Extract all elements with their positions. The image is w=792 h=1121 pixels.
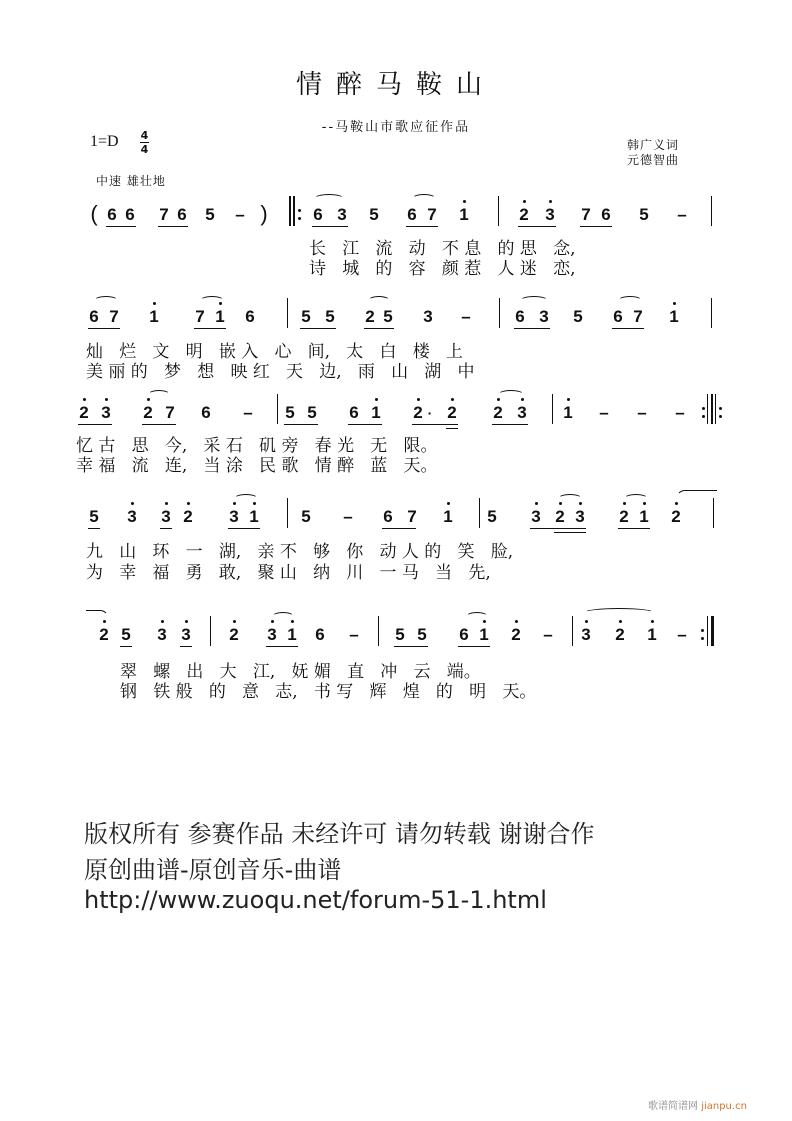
note: 5 xyxy=(395,625,405,644)
dash: – xyxy=(599,403,609,422)
barline xyxy=(277,394,278,424)
note-high: 1 xyxy=(456,205,472,225)
note: 7 xyxy=(109,307,119,326)
watermark-cn: 歌谱简谱网 xyxy=(648,1101,698,1112)
source-url[interactable]: http://www.zuoqu.net/forum-51-1.html xyxy=(84,886,547,914)
slur xyxy=(368,296,390,305)
double-underline xyxy=(554,532,586,533)
dash: – xyxy=(637,403,647,422)
note: 5 xyxy=(639,205,649,224)
note-high: 3 xyxy=(154,625,170,645)
note-high: 1 xyxy=(212,307,228,327)
dash: – xyxy=(677,625,687,644)
slur xyxy=(412,194,436,203)
key-signature: 1=D xyxy=(90,133,119,150)
note: 5 xyxy=(301,307,311,326)
note: 5 xyxy=(89,507,99,526)
note: 7 xyxy=(165,403,175,422)
repeat-start-thin xyxy=(293,196,295,226)
note: 5 xyxy=(307,403,317,422)
underline xyxy=(88,328,120,329)
underline xyxy=(158,226,188,227)
time-signature-bottom: 4 xyxy=(140,143,149,156)
repeat-start-dots xyxy=(719,402,722,422)
tempo-marking: 中速 雄壮地 xyxy=(96,174,166,188)
underline xyxy=(194,328,226,329)
note: 6 xyxy=(459,625,469,644)
credits xyxy=(627,138,679,168)
underline xyxy=(228,528,260,529)
underline xyxy=(406,226,438,227)
dash: – xyxy=(675,403,685,422)
underline xyxy=(312,226,348,227)
note-high: 1 xyxy=(644,625,660,645)
underline xyxy=(458,646,490,647)
repeat-barline-thin xyxy=(707,394,708,424)
barline xyxy=(498,196,499,226)
note-high: 1 xyxy=(476,625,492,645)
note-high: 1 xyxy=(636,507,652,527)
slur xyxy=(148,390,170,399)
note: 6 xyxy=(107,205,117,224)
tie-continued xyxy=(86,610,109,619)
underline xyxy=(120,646,132,647)
underline xyxy=(412,424,458,425)
note-high: 2 xyxy=(226,625,242,645)
underline xyxy=(514,328,550,329)
lyrics-verse-2: 为 幸 福 勇 敢, 聚 山 纳 川 一 马 当 先, xyxy=(86,563,491,583)
time-signature xyxy=(140,130,149,155)
note-high: 2 xyxy=(490,403,506,423)
composer: 元德智曲 xyxy=(627,153,680,167)
underline xyxy=(180,646,192,647)
underline xyxy=(266,646,298,647)
repeat-end-dots xyxy=(701,624,704,644)
note-high: 1 xyxy=(368,403,384,423)
dash: – xyxy=(349,625,359,644)
copyright-notice: 版权所有 参赛作品 未经许可 请勿转载 谢谢合作 xyxy=(84,820,595,848)
lyricist: 韩广义词 xyxy=(627,138,680,152)
underline xyxy=(300,328,336,329)
barline xyxy=(499,298,500,328)
note: 6 xyxy=(349,403,359,422)
lyrics-verse-1: 长 江 流 动 不 息 的 思 念, xyxy=(309,239,576,259)
note: 7 xyxy=(581,205,591,224)
lyrics-verse-2: 钢 铁 般 的 意 志, 书 写 辉 煌 的 明 天。 xyxy=(120,682,537,702)
barline xyxy=(552,394,553,424)
watermark-en: jianpu.cn xyxy=(701,1101,747,1112)
note-high: 3 xyxy=(514,403,530,423)
note-high: 1 xyxy=(284,625,300,645)
site-description: 原创曲谱-原创音乐-曲谱 xyxy=(84,856,342,884)
underline xyxy=(618,528,650,529)
barline xyxy=(711,196,712,226)
note: 6 xyxy=(613,307,623,326)
note-high: 1 xyxy=(146,307,162,327)
dash: – xyxy=(235,205,245,224)
note-high: 2 xyxy=(140,403,156,423)
final-barline-thick xyxy=(711,616,714,646)
note-high: 3 xyxy=(578,625,594,645)
note: 7 xyxy=(633,307,643,326)
note-high: 3 xyxy=(178,625,194,645)
note: 5 xyxy=(301,507,311,526)
note-high: 3 xyxy=(572,507,588,527)
underline xyxy=(364,328,394,329)
note-high: 2 xyxy=(516,205,532,225)
note-high: 3 xyxy=(528,507,544,527)
slur xyxy=(618,296,642,305)
note-high: 2 xyxy=(180,507,196,527)
note: 6 xyxy=(383,507,393,526)
note-high: 3 xyxy=(226,507,242,527)
note-high: 2 xyxy=(668,507,684,527)
barline xyxy=(572,616,573,646)
underline xyxy=(142,424,176,425)
underline xyxy=(160,528,172,529)
note-high: 1 xyxy=(666,307,682,327)
note-high: 3 xyxy=(542,205,558,225)
repeat-dots xyxy=(298,204,301,224)
slur xyxy=(94,296,118,305)
note-high: 3 xyxy=(98,403,114,423)
underline xyxy=(88,528,100,529)
underline xyxy=(492,424,528,425)
note: 6 xyxy=(177,205,187,224)
note-high: 3 xyxy=(158,507,174,527)
dash: – xyxy=(677,205,687,224)
tie-continues xyxy=(676,490,717,499)
lyrics-verse-1: 九 山 环 一 湖, 亲 不 够 你 动 人 的 笑 脸, xyxy=(86,542,514,562)
note: 5 xyxy=(417,625,427,644)
note-high: 3 xyxy=(264,625,280,645)
lyrics-verse-1: 忆 古 思 今, 采 石 矶 旁 春 光 无 限。 xyxy=(76,436,438,456)
note-high: 1 xyxy=(560,403,576,423)
barline xyxy=(287,498,288,528)
note-high: 2 xyxy=(616,507,632,527)
note: 5 xyxy=(285,403,295,422)
underline xyxy=(382,528,416,529)
note: 7 xyxy=(159,205,169,224)
underline xyxy=(530,528,586,529)
note: 6 xyxy=(515,307,525,326)
note: 6 xyxy=(89,307,99,326)
dash: – xyxy=(343,507,353,526)
repeat-barline-thin xyxy=(715,394,716,424)
note: 5 xyxy=(573,307,583,326)
time-signature-top: 4 xyxy=(140,129,149,142)
note: 7 xyxy=(427,205,437,224)
repeat-barline-thick xyxy=(711,394,713,424)
barline xyxy=(287,298,288,328)
paren-open: ( xyxy=(90,201,98,226)
slur xyxy=(584,608,654,617)
final-barline-thin xyxy=(707,616,708,646)
note: 5 xyxy=(369,205,379,224)
note-high: 3 xyxy=(124,507,140,527)
lyrics-verse-1: 灿 烂 文 明 嵌 入 心 间, 太 白 楼 上 xyxy=(86,342,463,362)
song-subtitle: --马鞍山市歌应征作品 xyxy=(321,120,471,135)
barline xyxy=(713,498,714,528)
underline xyxy=(612,328,644,329)
lyrics-verse-2: 幸 福 流 连, 当 涂 民 歌 情 醉 蓝 天。 xyxy=(76,456,438,476)
note: 3 xyxy=(337,205,347,224)
barline xyxy=(479,498,480,528)
note: 5 xyxy=(325,307,335,326)
repeat-start-thick xyxy=(289,196,291,226)
note: 3 xyxy=(539,307,549,326)
paren-close: ) xyxy=(260,201,268,226)
dash: – xyxy=(543,625,553,644)
note-high: 1 xyxy=(440,507,456,527)
note: 5 xyxy=(383,307,393,326)
note: 5 xyxy=(205,205,215,224)
double-underline xyxy=(446,428,458,429)
underline xyxy=(78,424,112,425)
slur xyxy=(314,194,344,203)
slur xyxy=(520,296,548,305)
note: 6 xyxy=(201,403,211,422)
note: 5 xyxy=(487,507,497,526)
dash: – xyxy=(243,403,253,422)
barline xyxy=(711,298,712,328)
underline xyxy=(284,424,318,425)
note: 7 xyxy=(195,307,205,326)
slur xyxy=(498,390,524,399)
note: 3 xyxy=(423,307,433,326)
note-high: 1 xyxy=(246,507,262,527)
watermark xyxy=(648,1097,747,1112)
note-high: 2 xyxy=(444,403,460,423)
underline xyxy=(518,226,556,227)
underline xyxy=(348,424,382,425)
note-high: 2 xyxy=(96,625,112,645)
barline xyxy=(210,616,211,646)
note: 5 xyxy=(121,625,131,644)
augmentation-dot: · xyxy=(427,405,433,421)
note: 2 xyxy=(365,307,375,326)
note: 6 xyxy=(125,205,135,224)
note-high: 2 xyxy=(508,625,524,645)
lyrics-verse-1: 翠 螺 出 大 江, 妩 媚 直 冲 云 端。 xyxy=(120,662,481,682)
repeat-end-dots xyxy=(702,402,705,422)
dash: – xyxy=(461,307,471,326)
underline xyxy=(580,226,612,227)
underline xyxy=(394,646,428,647)
note: 7 xyxy=(407,507,417,526)
note: 6 xyxy=(245,307,255,326)
note-high: 2 xyxy=(76,403,92,423)
note-high-dotted: 2 xyxy=(410,403,426,423)
barline xyxy=(378,616,379,646)
note-high: 2 xyxy=(612,625,628,645)
note: 6 xyxy=(407,205,417,224)
note-high: 2 xyxy=(552,507,568,527)
lyrics-verse-2: 美 丽 的 梦 想 映 红 天 边, 雨 山 湖 中 xyxy=(86,362,475,382)
underline xyxy=(106,226,136,227)
note: 6 xyxy=(601,205,611,224)
lyrics-verse-2: 诗 城 的 容 颜 惹 人 迷 恋, xyxy=(309,259,576,279)
note: 6 xyxy=(315,625,325,644)
song-title: 情醉马鞍山 xyxy=(295,70,496,100)
note: 6 xyxy=(313,205,323,224)
